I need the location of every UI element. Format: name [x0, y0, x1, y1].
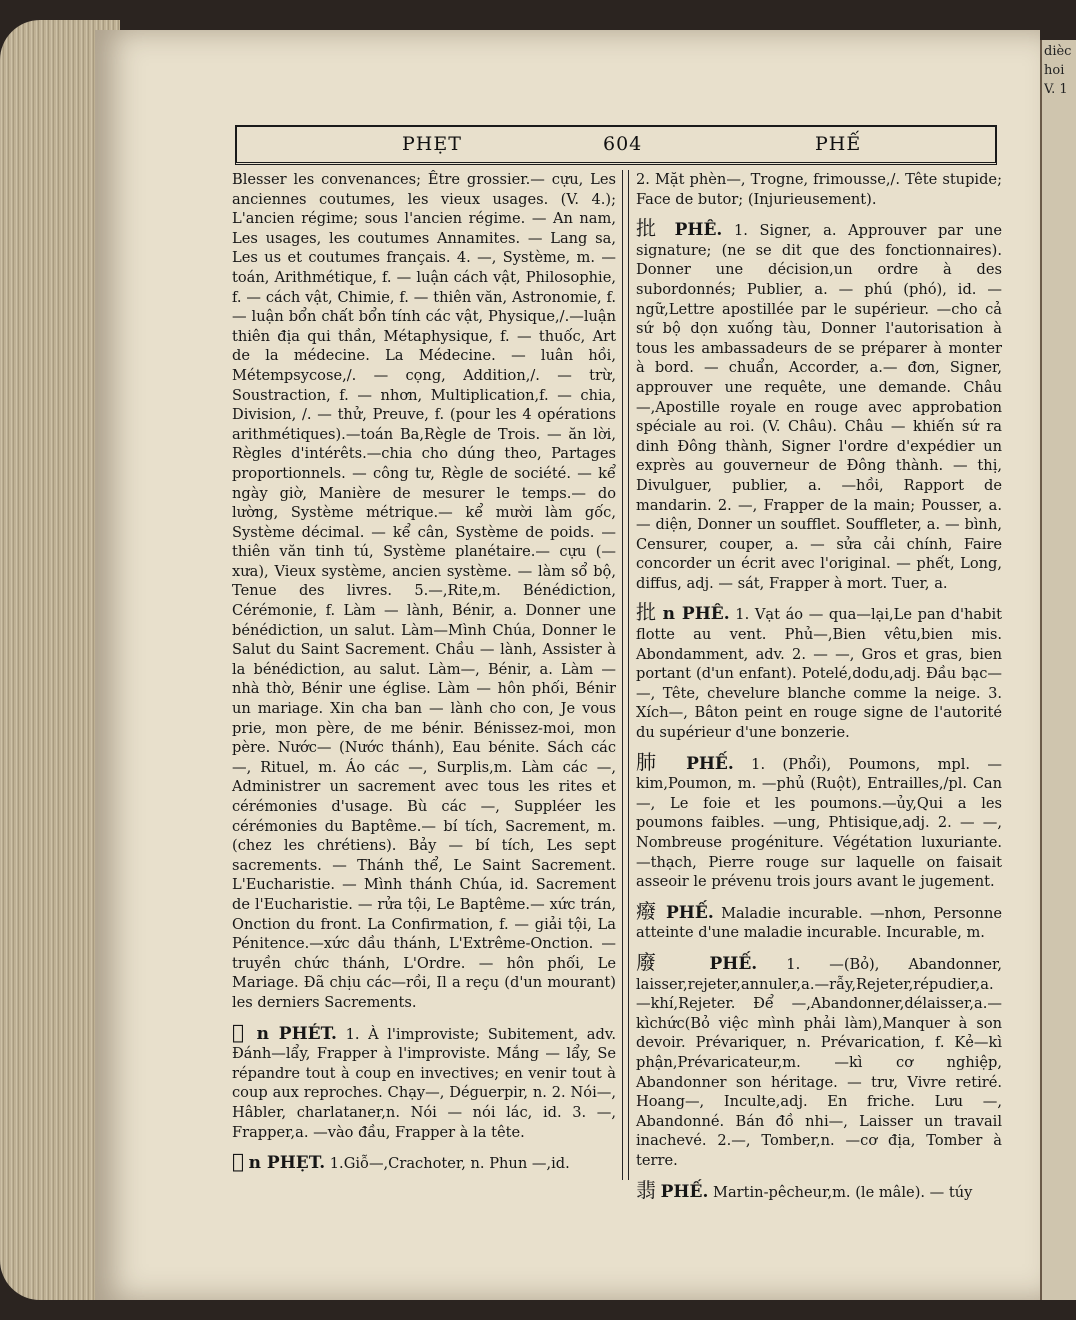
chinese-character: 癈: [636, 898, 659, 923]
entry-headword: PHẾ.: [660, 1181, 709, 1202]
dictionary-entry: [636, 1177, 1002, 1203]
continued-entry: [232, 170, 616, 1013]
column-divider: [622, 170, 629, 1180]
dictionary-entry: [636, 749, 1003, 892]
chinese-character: 𠺙: [232, 1019, 248, 1044]
entry-body: Blesser les convenances; Être grossier.— cựu, Les anciennes coutumes, les vieux usages. (V. 4.); L'ancien régime; sous l'ancien régime. — An nam, Les usages, les coutumes Annamites. — Lang sa, Les us et coutumes français. 4. —, Système, m. — toán, Arithmétique, f. — luận cách vật, Philosophie, f. — cách vật, Chimie, f. — thiên văn, Astronomie, f. — luận bổn chất bổn tính các vật, Physique,/.—luận thiên địa qui thần, Métaphysique, f. — thuốc, Art de la médecine. La Médecine. — luân hồi, Métempsycose,/. — cọng, Addition,/. — trừ, Soustraction, f. — nhơn, Multiplication,f. — chia, Division, /. — thử, Preuve, f. (pour les 4 opérations arithmétiques).—toán Ba,Règle de Trois. — ăn lời, Règles d'intérêts.—chia cho dúng theo, Partages proportionnels. — công tư, Règle de société. — kể ngày giờ, Manière de mesurer le temps.— do lường, Système métrique.— kể mười làm gốc, Système décimal. — kể cân, Système de poids. — thiên văn tinh tú, Système planétaire.— cựu (— xưa), Vieux système, ancien système. — làm sổ bộ, Tenue des livres. 5.—,Rite,m. Bénédiction, Cérémonie, f. Làm — lành, Bénir, a. Donner une bénédiction, un salut. Làm—Mình Chúa, Donner le Salut du Saint Sacrement. Chầu — lành, Assister à la bénédiction, au salut. Làm—, Bénir, a. Làm — nhà thờ, Bénir une église. Làm — hôn phối, Bénir un mariage. Xin cha ban — lành cho con, Je vous prie, mon père, de me bénir. Bénissez-moi, mon père. Nước— (Nước thánh), Eau bénite. Sách các —, Rituel, m. Áo các —, Surplis,m. Làm các —, Administrer un sacrement avec tous les rites et cérémonies d'usage. Bù các —, Suppléer les cérémonies du Baptême.— bí tích, Sacrement, m. (chez les chrétiens). Bảy — bí tích, Les sept sacrements. — Thánh thể, Le Saint Sacrement. L'Eucharistie. — Mình thánh Chúa, id. Sacrement de l'Eucharistie. — rửa tội, Le Baptême.— xức trán, Onction du front. La Confirmation, f. — giải tội, La Pénitence.—xức dầu thánh, L'Extrême-Onction. — truyền chức thánh, L'Ordre. — hôn phối, Le Mariage. Đã chịu các—rồi, Il a reçu (d'un mourant) les derniers Sacrements.: [232, 171, 616, 1011]
entry-body: 1. Vạt áo — qua—lại,Le pan d'habit flotte au vent. Phủ—,Bien vêtu,bien mis. Abondamment, adv. 2. — —, Gros et gras, bien portant (d'un enfant). Potelé,dodu,adj. Đầu bạc— —, Tête, chevelure blanche comme la neige. 3. Xích—, Bâton peint en rouge signe de l'autorité du supérieur d'une bonzerie.: [636, 606, 1003, 742]
entry-body: 1. À l'improviste; Subitement, adv. Đánh—lẩy, Frapper à l'improviste. Mắng — lẩy, Se répandre tout à coup en invectives; en venir tout à coup aux reproches. Chạy—, Déguerpir, n. 2. Nói—, Hâbler, charlataner,n. Nói — nói lác, id. 3. —, Frapper,a. —vào đầu, Frapper à la tête.: [232, 1025, 616, 1141]
header-left-guide-word: PHẸT: [402, 133, 462, 155]
header-right-guide-word: PHẾ: [815, 133, 862, 155]
entry-headword: n PHẸT.: [248, 1153, 326, 1174]
page-number: 604: [603, 133, 643, 155]
chinese-character: 肺: [636, 749, 669, 774]
chinese-character: 批: [636, 600, 657, 625]
dictionary-entry: [232, 1149, 616, 1174]
dictionary-entry: [636, 949, 1003, 1171]
entry-headword: PHẾ.: [666, 902, 714, 923]
entry-body: 1. (Phổi), Poumons, mpl. —kim,Poumon, m. —phủ (Ruột), Entrailles,/pl. Can —, Le foie et les poumons.—ủy,Qui a les poumons faibles. —ung, Phtisique,adj. 2. — —, Nombreuse progéniture. Végétation luxuriante. —thạch, Pierre rouge sur laquelle on faisait asseoir le prévenu trois jours avant le jugement.: [636, 755, 1003, 891]
adjacent-page-line: dièc: [1044, 44, 1072, 59]
entry-body: 2. Mặt phèn—, Trogne, frimousse,/. Tête stupide; Face de butor; (Injurieusement).: [636, 171, 1002, 208]
entry-headword: PHẾ.: [686, 753, 734, 774]
right-column: [636, 170, 1002, 1212]
entry-body: 1. —(Bỏ), Abandonner, laisser,rejeter,annuler,a.—rẫy,Rejeter,répudier,a.—khí,Rejeter. Để —,Abandonner,délaisser,a.—kìchức(Bỏ việc mình phải làm),Manquer à son devoir. Prévariquer, n. Prévarication, f. Kẻ—kì phận,Prévaricateur,m. —kì cơ nghiệp, Abandonner son héritage. — trư, Vivre retiré. Hoang—, Inculte,adj. En friche. Lưu —, Abandonné. Bán đồ nhi—, Laisser un travail inachevé. 2.—, Tomber,n. —cơ địa, Tomber à terre.: [636, 955, 1003, 1169]
adjacent-page-fragment: [1040, 40, 1076, 1300]
entry-body: Martin-pêcheur,m. (le mâle). — túy: [713, 1183, 973, 1201]
chinese-character: 𠺙: [232, 1149, 245, 1174]
entry-headword: PHẾ.: [709, 953, 758, 974]
dictionary-entry: [636, 898, 1003, 943]
chinese-character: 翡: [636, 1177, 656, 1202]
dictionary-entry: [232, 1019, 616, 1143]
entry-body: Maladie incurable. —nhơn, Personne atteinte d'une maladie incurable. Incurable, m.: [636, 904, 1003, 942]
entry-body: 1.Giỗ—,Crachoter, n. Phun —,id.: [329, 1155, 570, 1173]
dictionary-entry: [636, 216, 1003, 593]
entry-headword: n PHÊ.: [662, 604, 730, 625]
chinese-character: 批: [636, 216, 663, 241]
dictionary-entry: [636, 600, 1003, 742]
page-header: [235, 125, 997, 165]
left-column: [232, 170, 616, 1184]
continued-entry: [636, 170, 1002, 209]
chinese-character: 廢: [636, 949, 681, 974]
entry-headword: n PHÉT.: [256, 1023, 337, 1044]
adjacent-page-line: hoi: [1044, 63, 1065, 78]
entry-body: 1. Signer, a. Approuver par une signature; (ne se dit que des fonctionnaires). Donner une décision,un ordre à des subordonnés; Publier, a. — phú (phó), id. —ngữ,Lettre apostillée par le supérieur. —cho cả sứ bộ dọn xuống tàu, Donner l'autorisation à tous les ambassadeurs de se préparer à monter à bord. — chuẩn, Accorder, a.— đơn, Signer, approuver une requête, une demande. Châu —,Apostille royale en rouge avec approbation spéciale au roi. (V. Châu). Châu — khiến sứ ra dinh Đông thành, Signer l'ordre d'expédier un exprès au gouverneur de Đông thành. — thị, Divulguer, publier, a. —hồi, Rapport de mandarin. 2. —, Frapper de la main; Pousser, a. — diện, Donner un soufflet. Souffleter, a. — bình, Censurer, couper, a. — sửa cải chính, Faire concorder un écrit avec l'original. — phết, Long, diffus, adj. — sát, Frapper à mort. Tuer, a.: [636, 222, 1003, 592]
adjacent-page-line: V. 1: [1044, 82, 1068, 97]
entry-headword: PHÊ.: [674, 220, 723, 241]
